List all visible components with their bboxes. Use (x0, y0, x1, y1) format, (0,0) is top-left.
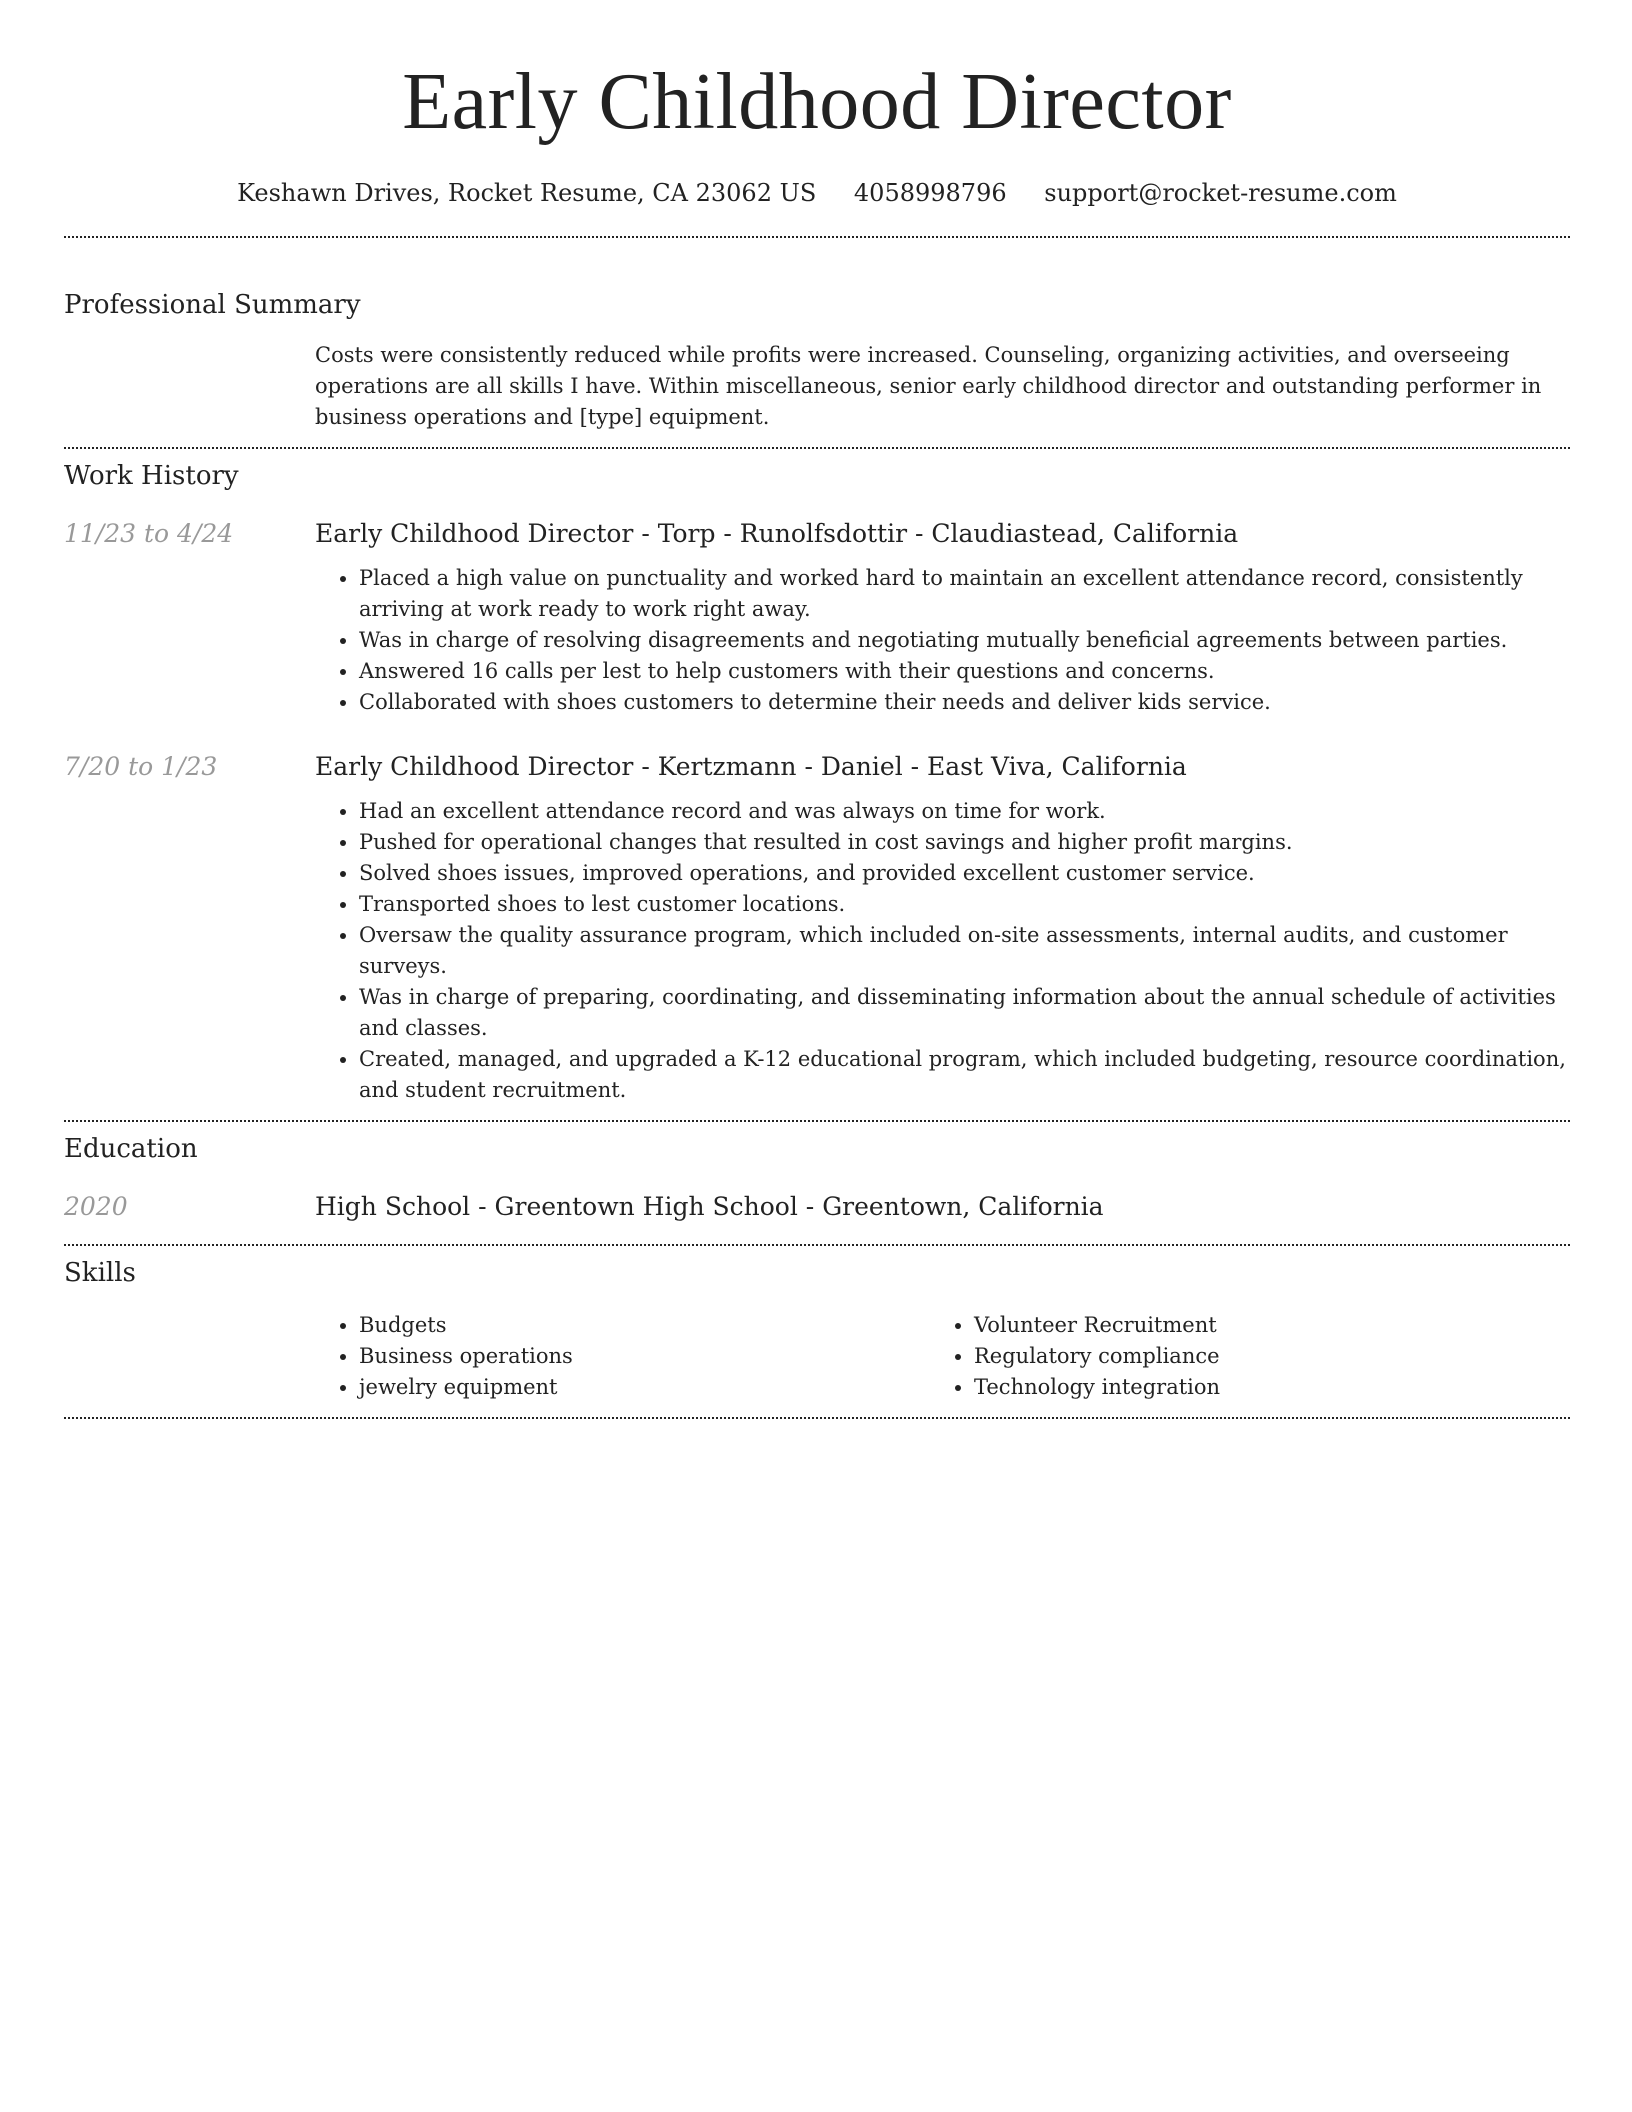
job-bullets (315, 796, 1570, 1106)
resume-title: Early Childhood Director (402, 58, 1232, 146)
job-title: Early Childhood Director - Torp - Runolfsdottir - Claudiastead, California (315, 519, 1239, 548)
job-details (315, 517, 1570, 718)
skills-bullets (315, 1310, 930, 1403)
divider (64, 1417, 1570, 1419)
section-title-education: Education (64, 1134, 198, 1164)
divider (64, 1244, 1570, 1246)
list-item: • Was in charge of resolving disagreements and negotiating mutually beneficial agreements between parties. (359, 625, 1570, 656)
section-title-summary: Professional Summary (64, 290, 361, 320)
job-details (315, 750, 1570, 1106)
divider (64, 447, 1570, 449)
contact-address: Keshawn Drives, Rocket Resume, CA 23062 US (237, 179, 817, 207)
education-details (315, 1190, 1570, 1224)
skills-list (64, 1310, 1570, 1403)
list-item: • Regulatory compliance (974, 1341, 1545, 1372)
education-year: 2020 (64, 1192, 128, 1221)
list-item: • Solved shoes issues, improved operations, and provided excellent customer service. (359, 858, 1570, 889)
summary-text: Costs were consistently reduced while profits were increased. Counseling, organizing activities, and overseeing operations are all skills I have. Within miscellaneous, senior early childhood director and outstanding performer in business operations and [type] equipment. (315, 343, 1542, 429)
list-item: • Was in charge of preparing, coordinating, and disseminating information about the annual schedule of activities and classes. (359, 982, 1570, 1044)
section-title-work-history: Work History (64, 461, 239, 491)
list-item: • Pushed for operational changes that resulted in cost savings and higher profit margins. (359, 827, 1570, 858)
section-title-skills: Skills (64, 1258, 136, 1288)
list-item: • Oversaw the quality assurance program, which included on-site assessments, internal audits, and customer surveys. (359, 920, 1570, 982)
job-title: Early Childhood Director - Kertzmann - Daniel - East Viva, California (315, 752, 1187, 781)
job-bullets (315, 563, 1570, 718)
education-title: High School - Greentown High School - Greentown, California (315, 1192, 1104, 1221)
list-item: • Transported shoes to lest customer locations. (359, 889, 1570, 920)
list-item: • Budgets (359, 1310, 930, 1341)
list-item: • jewelry equipment (359, 1372, 930, 1403)
divider (64, 236, 1570, 238)
education-entry (64, 1190, 1570, 1224)
job-dates: 7/20 to 1/23 (64, 752, 218, 781)
job-entry (64, 517, 1570, 718)
list-item: • Created, managed, and upgraded a K-12 educational program, which included budgeting, resource coordination, and student recruitment. (359, 1044, 1570, 1106)
divider (64, 1120, 1570, 1122)
list-item: • Technology integration (974, 1372, 1545, 1403)
list-item: • Business operations (359, 1341, 930, 1372)
skills-column-1 (315, 1310, 930, 1403)
contact-line (64, 176, 1570, 210)
job-dates: 11/23 to 4/24 (64, 519, 234, 548)
list-item: • Volunteer Recruitment (974, 1310, 1545, 1341)
list-item: • Collaborated with shoes customers to determine their needs and deliver kids service. (359, 687, 1570, 718)
contact-email: support@rocket-resume.com (1044, 179, 1397, 207)
resume-page (64, 0, 1570, 1419)
skills-bullets (930, 1310, 1545, 1403)
job-entry (64, 750, 1570, 1106)
list-item: • Answered 16 calls per lest to help customers with their questions and concerns. (359, 656, 1570, 687)
skills-column-2 (930, 1310, 1545, 1403)
contact-phone: 4058998796 (853, 179, 1007, 207)
list-item: • Placed a high value on punctuality and worked hard to maintain an excellent attendance record, consistently arriving at work ready to work right away. (359, 563, 1570, 625)
list-item: • Had an excellent attendance record and was always on time for work. (359, 796, 1570, 827)
